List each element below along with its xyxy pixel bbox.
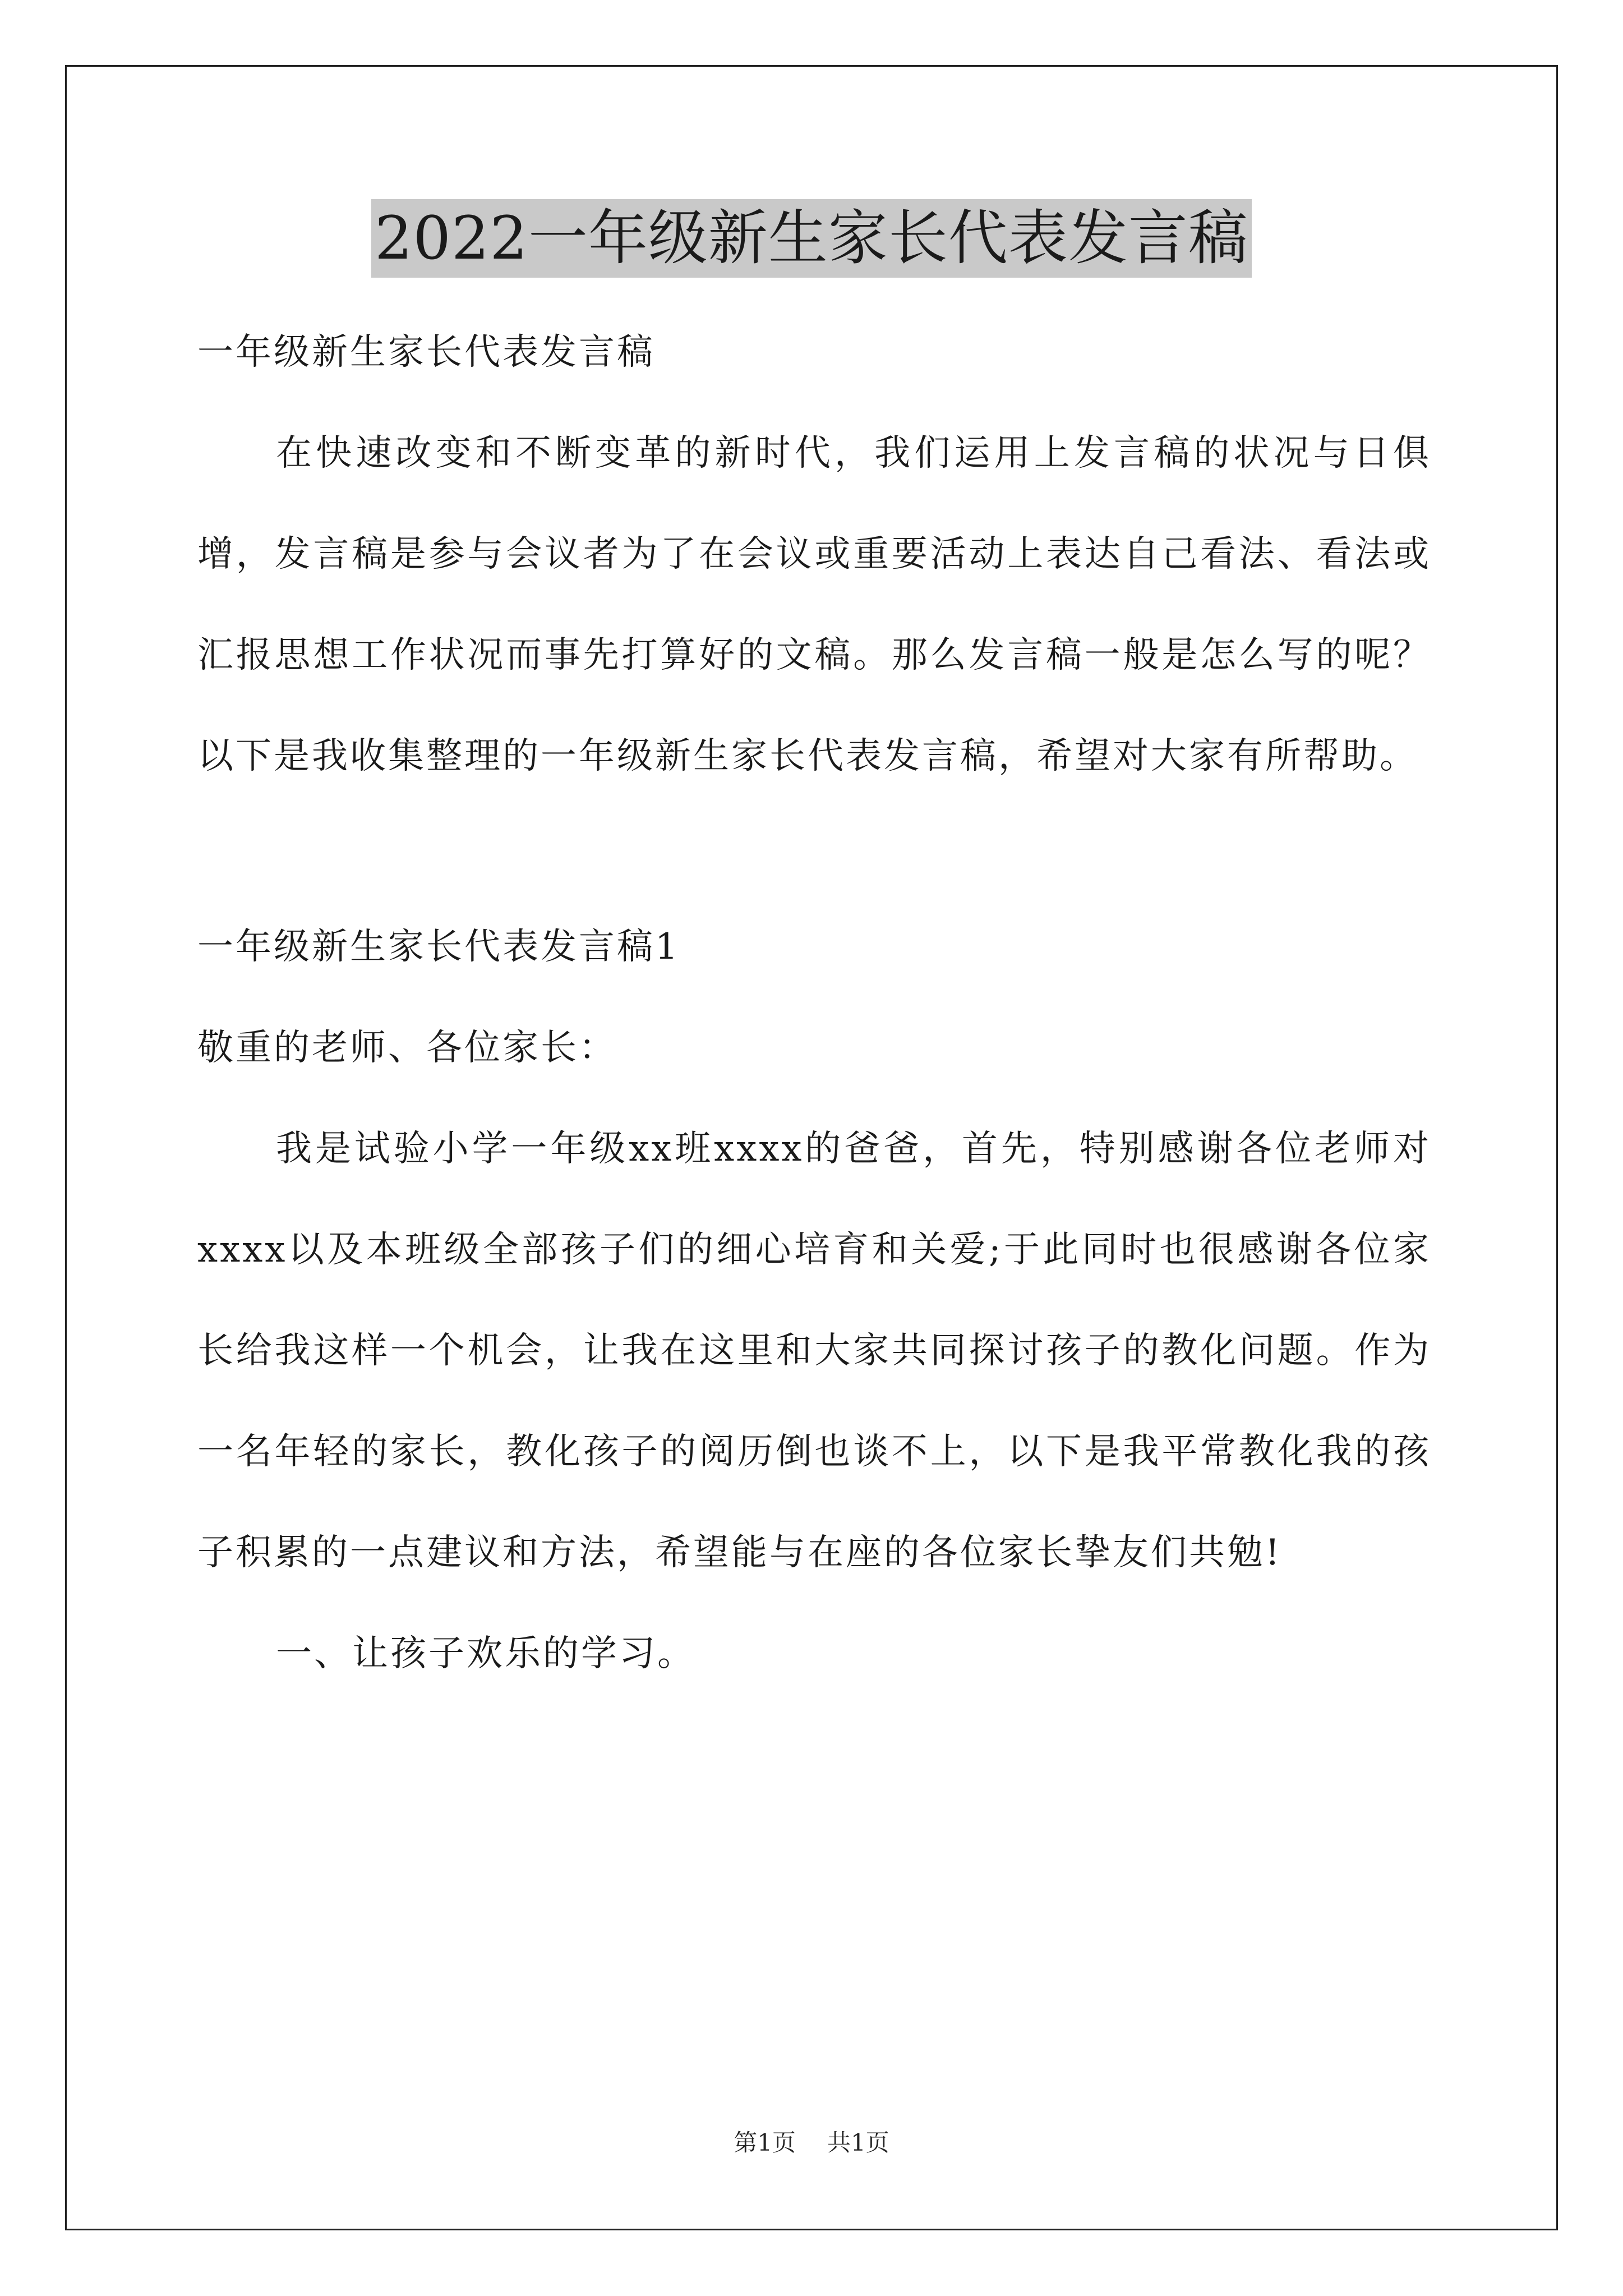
page-number-current: 第1页 [734, 2129, 796, 2156]
intro-paragraph: 在快速改变和不断变革的新时代，我们运用上发言稿的状况与日俱增，发言稿是参与会议者为了在会议或重要活动上表达自己看法、看法或汇报思想工作状况而事先打算好的文稿。那么发言稿一般是怎么写的呢？以下是我收集整理的一年级新生家长代表发言稿，希望对大家有所帮助。 [197, 432, 1431, 777]
document-title: 2022一年级新生家长代表发言稿 [371, 199, 1252, 278]
document-subtitle: 一年级新生家长代表发言稿 [197, 332, 655, 373]
document-body [197, 302, 1431, 1704]
title-container [0, 199, 1623, 278]
section-spacer [197, 807, 1431, 896]
page-footer [0, 2126, 1623, 2160]
page-number-total: 共1页 [827, 2129, 889, 2156]
section-title: 一年级新生家长代表发言稿1 [197, 926, 680, 968]
body-paragraph: 我是试验小学一年级xx班xxxx的爸爸，首先，特别感谢各位老师对xxxx以及本班级全部孩子们的细心培育和关爱;于此同时也很感谢各位家长给我这样一个机会，让我在这里和大家共同探讨孩子的教化问题。作为一名年轻的家长，教化孩子的阅历倒也谈不上，以下是我平常教化我的孩子积累的一点建议和方法，希望能与在座的各位家长挚友们共勉! [197, 1128, 1431, 1573]
point-one-heading: 一、让孩子欢乐的学习。 [276, 1633, 695, 1674]
salutation: 敬重的老师、各位家长： [197, 1027, 617, 1069]
